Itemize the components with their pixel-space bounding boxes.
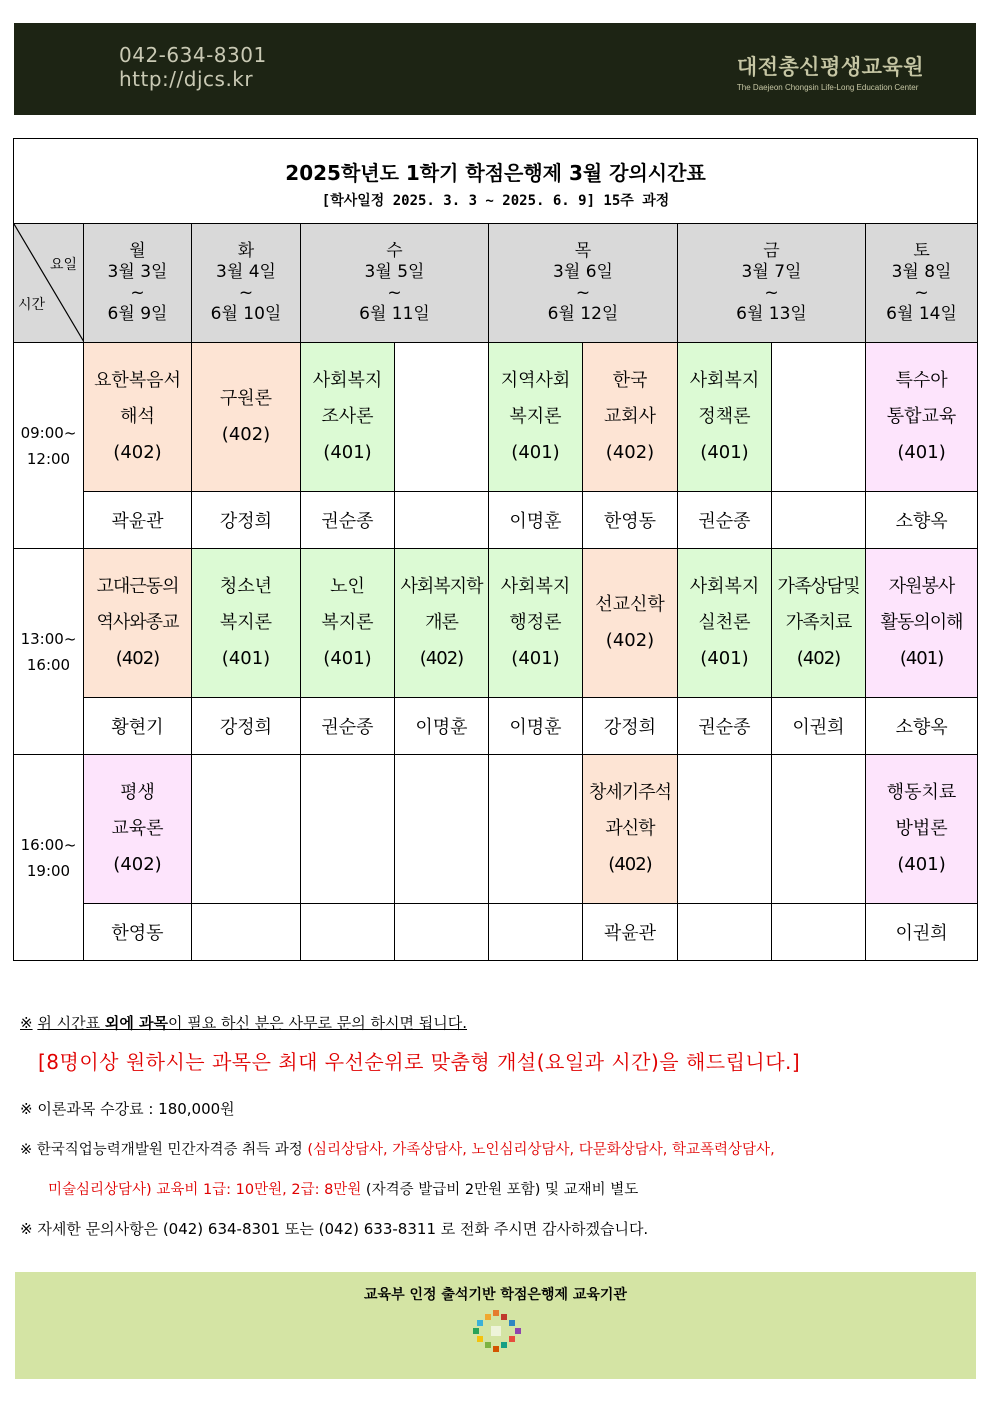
note-line-2: [8명이상 원하시는 과목은 최대 우선순위로 맞춤형 개설(요일과 시간)을 해드립니다.] [38, 1050, 801, 1074]
course-name-line1: 청소년 [219, 576, 273, 597]
course-room: (401) [221, 648, 271, 669]
course-cell [395, 549, 489, 698]
day-start-date: 3월 5일 [364, 262, 425, 282]
course-name-line2: 복지론 [219, 612, 273, 633]
time-start: 13:00~ [20, 629, 77, 648]
course-name-line1: 자원봉사 [888, 576, 955, 597]
note-mark: ※ [20, 1014, 33, 1032]
footer-banner [15, 1272, 976, 1379]
course-name-line2: 교회사 [603, 406, 657, 427]
course-room: (401) [899, 648, 944, 669]
course-room: (401) [323, 648, 372, 669]
course-cell [489, 343, 583, 492]
contact-info [119, 43, 267, 91]
course-cell [192, 343, 301, 492]
professor-cell [772, 904, 866, 961]
time-end: 16:00 [26, 655, 71, 674]
course-name-line1: 한국 [612, 370, 648, 391]
course-room: (402) [115, 648, 160, 669]
note4-part-c: 미술심리상담사) 교육비 1급: 10만원, 2급: 8만원 [48, 1182, 362, 1198]
professor-cell [678, 904, 772, 961]
day-range-tilde: ~ [575, 283, 591, 303]
note1-part-a: 위 시간표 [37, 1014, 105, 1032]
course-cell [678, 549, 772, 698]
course-name-line1: 평생 [120, 782, 155, 803]
day-name: 토 [913, 241, 930, 261]
note5-part-a: 자세한 문의사항은 [37, 1220, 163, 1238]
footer-text: 교육부 인정 출석기반 학점은행제 교육기관 [364, 1287, 627, 1303]
day-header-sat [866, 224, 978, 343]
day-end-date: 6월 9일 [107, 304, 168, 324]
course-room: (402) [605, 442, 655, 463]
professor-cell: 황현기 [84, 698, 192, 755]
professor-cell: 이권희 [772, 698, 866, 755]
time-end: 19:00 [26, 861, 71, 880]
course-cell [772, 549, 866, 698]
time-slot-2 [14, 549, 84, 755]
day-range-tilde: ~ [764, 283, 779, 303]
org-name: 대전총신평생교육원 [736, 55, 924, 79]
day-end-date: 6월 12일 [547, 304, 619, 324]
time-end: 12:00 [26, 449, 71, 468]
course-cell [866, 755, 978, 904]
diagonal-line-icon [14, 224, 84, 342]
course-cell-empty [678, 755, 772, 904]
note3-text: 이론과목 수강료 : 180,000원 [37, 1100, 235, 1118]
course-name-line2: 정책론 [698, 406, 751, 427]
course-cell [583, 755, 678, 904]
note1-part-b: 외에 과목 [104, 1014, 169, 1032]
course-room: (401) [897, 854, 946, 875]
course-room: (402) [419, 648, 464, 669]
note4-part-b: (심리상담사, 가족상담사, 노인심리상담사, 다문화상담사, 학교폭력상담사, [307, 1142, 775, 1158]
time-start: 09:00~ [20, 423, 77, 442]
day-header-tue [192, 224, 301, 343]
course-cell [192, 549, 301, 698]
course-cell [583, 343, 678, 492]
course-name-line2: 역사와종교 [96, 612, 179, 633]
course-name-line1: 사회복지 [689, 370, 760, 391]
course-name-line1: 선교신학 [595, 594, 665, 615]
course-cell [84, 755, 192, 904]
professor-cell: 소향옥 [866, 698, 978, 755]
professor-cell [489, 904, 583, 961]
professor-cell: 이명훈 [489, 492, 583, 549]
time-slot-1 [14, 343, 84, 549]
professor-cell: 한영동 [84, 904, 192, 961]
course-name-line2: 실천론 [698, 612, 751, 633]
course-room: (401) [700, 648, 749, 669]
day-start-date: 3월 6일 [553, 262, 613, 282]
professor-cell: 한영동 [583, 492, 678, 549]
course-name-line2: 활동의이해 [880, 612, 963, 633]
professor-cell: 이권희 [866, 904, 978, 961]
course-name-line1: 사회복지 [689, 576, 760, 597]
course-name-line1: 창세기주석 [589, 782, 671, 803]
professor-cell [192, 904, 301, 961]
day-start-date: 3월 4일 [216, 262, 276, 282]
note-line-1 [20, 1012, 467, 1033]
course-room: (402) [605, 630, 655, 651]
course-name-line1: 사회복지 [500, 576, 571, 597]
course-name-line2: 행정론 [509, 612, 562, 633]
professor-cell: 권순종 [678, 698, 772, 755]
professor-cell [772, 492, 866, 549]
course-cell [84, 343, 192, 492]
course-name-line2: 해석 [120, 406, 155, 427]
course-room: (401) [323, 442, 372, 463]
course-name-line1: 사회복지 [312, 370, 383, 391]
note4-part-d: (자격증 발급비 2만원 포함) 및 교재비 별도 [361, 1182, 639, 1198]
org-name-english: The Daejeon Chongsin Life-Long Education Center [736, 83, 919, 92]
day-header-mon [84, 224, 192, 343]
day-end-date: 6월 14일 [886, 304, 957, 324]
course-name-line2: 통합교육 [886, 406, 957, 427]
day-start-date: 3월 8일 [891, 262, 952, 282]
course-name-line2: 가족치료 [785, 612, 852, 633]
day-end-date: 6월 11일 [359, 304, 430, 324]
course-name-line1: 행동치료 [886, 782, 957, 803]
course-room: (402) [608, 854, 652, 875]
course-name-line1: 지역사회 [500, 370, 571, 391]
day-name: 금 [763, 241, 780, 261]
course-cell-empty [301, 755, 395, 904]
corner-header [14, 224, 84, 343]
professor-cell: 소향옥 [866, 492, 978, 549]
day-range-tilde: ~ [238, 283, 254, 303]
time-start: 16:00~ [20, 835, 77, 854]
course-cell [489, 549, 583, 698]
professor-cell: 권순종 [301, 698, 395, 755]
professor-cell [395, 904, 489, 961]
website-url[interactable]: http://djcs.kr [119, 67, 254, 91]
note-line-4-cont [48, 1178, 638, 1199]
professor-cell: 곽윤관 [583, 904, 678, 961]
note-line-3 [20, 1098, 235, 1119]
course-cell [866, 343, 978, 492]
course-name-line2: 개론 [425, 612, 458, 633]
course-name-line2: 복지론 [321, 612, 374, 633]
course-name-line2: 방법론 [895, 818, 948, 839]
course-cell-empty [772, 343, 866, 492]
note-line-5 [20, 1218, 648, 1239]
day-end-date: 6월 13일 [736, 304, 807, 324]
course-name-line1: 특수아 [895, 370, 948, 391]
course-cell [84, 549, 192, 698]
course-name-line2: 복지론 [509, 406, 562, 427]
note5-phone: (042) 634-8301 또는 (042) 633-8311 [162, 1220, 436, 1238]
course-name-line1: 구원론 [219, 388, 273, 409]
course-cell-empty [395, 755, 489, 904]
day-header-wed [301, 224, 489, 343]
corner-time-label: 시간 [18, 297, 46, 313]
day-start-date: 3월 3일 [107, 262, 168, 282]
note-line-4 [20, 1138, 775, 1159]
time-slot-3 [14, 755, 84, 961]
note1-part-c: 이 필요 하신 분은 사무로 문의 하시면 됩니다. [168, 1014, 468, 1032]
course-cell [866, 549, 978, 698]
org-logo-text [737, 51, 924, 92]
note4-part-a: 한국직업능력개발원 민간자격증 취득 과정 [36, 1142, 308, 1158]
course-room: (402) [221, 424, 271, 445]
course-room: (402) [113, 442, 162, 463]
course-room: (401) [897, 442, 946, 463]
phone-number: 042-634-8301 [119, 43, 267, 67]
course-cell [583, 549, 678, 698]
day-name: 목 [574, 241, 592, 261]
course-cell-empty [395, 343, 489, 492]
course-cell-empty [192, 755, 301, 904]
corner-day-label: 요일 [49, 257, 77, 273]
note-mark: ※ [20, 1220, 33, 1238]
course-name-line1: 노인 [330, 576, 365, 597]
timetable-subtitle: [학사일정 2025. 3. 3 ~ 2025. 6. 9] 15주 과정 [321, 192, 670, 209]
course-cell [301, 549, 395, 698]
timetable [13, 138, 978, 961]
day-header-thu [489, 224, 678, 343]
professor-cell: 곽윤관 [84, 492, 192, 549]
course-cell [678, 343, 772, 492]
course-room: (402) [113, 854, 162, 875]
course-name-line2: 조사론 [321, 406, 374, 427]
course-name-line1: 사회복지학 [400, 576, 483, 597]
day-range-tilde: ~ [387, 283, 402, 303]
course-cell-empty [489, 755, 583, 904]
course-room: (401) [511, 442, 560, 463]
professor-cell: 강정희 [192, 698, 301, 755]
course-cell [301, 343, 395, 492]
course-name-line1: 고대근동의 [96, 576, 179, 597]
institution-logo-icon [471, 1308, 527, 1356]
course-name-line1: 요한복음서 [94, 370, 181, 391]
course-cell-empty [772, 755, 866, 904]
course-room: (402) [796, 648, 841, 669]
note-mark: ※ [20, 1142, 33, 1158]
course-room: (401) [511, 648, 560, 669]
day-range-tilde: ~ [914, 283, 929, 303]
professor-cell [395, 492, 489, 549]
day-name: 수 [386, 241, 403, 261]
day-range-tilde: ~ [130, 283, 145, 303]
course-name-line2: 과신학 [605, 818, 655, 839]
header-banner [14, 23, 976, 115]
professor-cell: 권순종 [678, 492, 772, 549]
professor-cell: 강정희 [583, 698, 678, 755]
day-end-date: 6월 10일 [210, 304, 282, 324]
professor-cell: 이명훈 [489, 698, 583, 755]
day-header-fri [678, 224, 866, 343]
course-name-line1: 가족상담및 [777, 576, 860, 597]
course-room: (401) [700, 442, 749, 463]
course-name-line2: 교육론 [111, 818, 164, 839]
timetable-title: 2025학년도 1학기 학점은행제 3월 강의시간표 [285, 160, 706, 185]
day-start-date: 3월 7일 [741, 262, 802, 282]
professor-cell: 이명훈 [395, 698, 489, 755]
day-name: 월 [129, 241, 146, 261]
timetable-title-cell [14, 139, 978, 224]
day-name: 화 [237, 241, 255, 261]
note5-part-c: 로 전화 주시면 감사하겠습니다. [435, 1220, 649, 1238]
professor-cell: 강정희 [192, 492, 301, 549]
professor-cell: 권순종 [301, 492, 395, 549]
professor-cell [301, 904, 395, 961]
note-mark: ※ [20, 1100, 33, 1118]
